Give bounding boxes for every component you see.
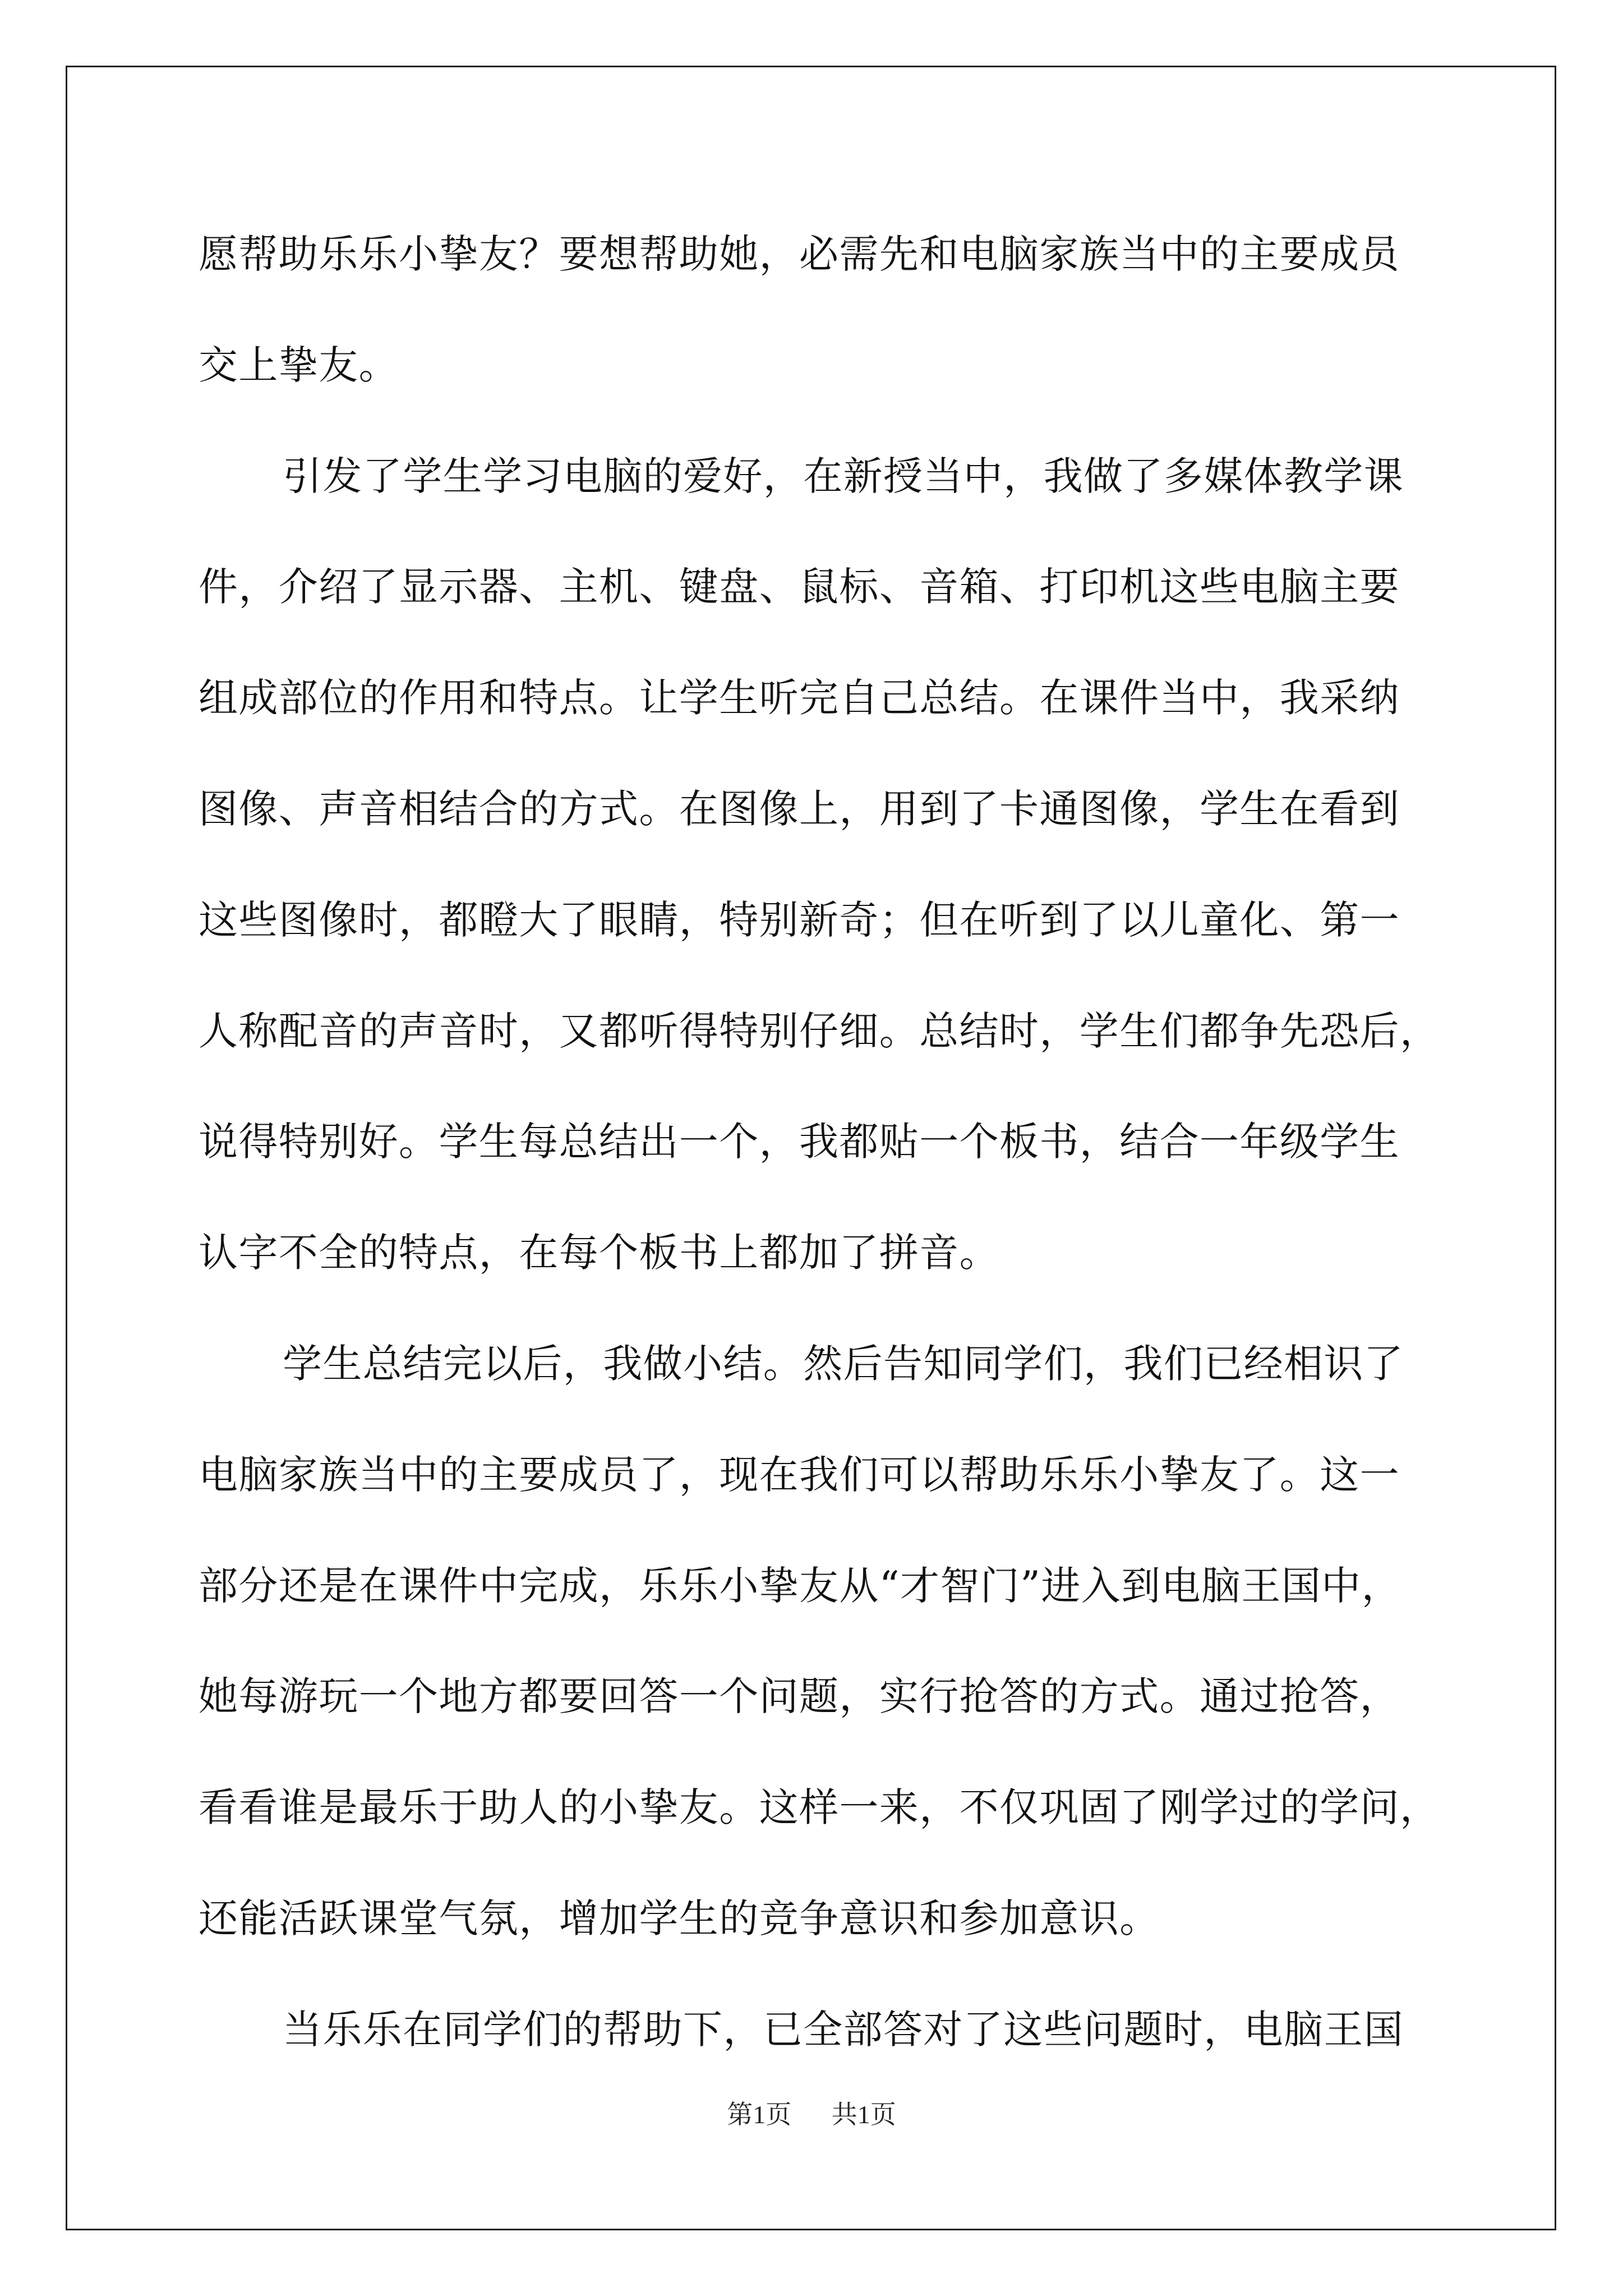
document-body	[199, 215, 1440, 2101]
text-line: 说得特别好。学生每总结出一个，我都贴一个板书，结合一年级学生	[199, 1119, 1400, 1165]
text-line: 她每游玩一个地方都要回答一个问题，实行抢答的方式。通过抢答，	[199, 1673, 1400, 1720]
paragraph-start-line: 引发了学生学习电脑的爱好，在新授当中，我做了多媒体教学课	[283, 453, 1404, 499]
text-line: 电脑家族当中的主要成员了，现在我们可以帮助乐乐小挚友了。这一	[199, 1451, 1400, 1498]
page-total: 共1页	[831, 2100, 896, 2129]
text-line: 交上挚友。	[199, 342, 399, 388]
text-line: 件，介绍了显示器、主机、键盘、鼠标、音箱、打印机这些电脑主要	[199, 564, 1400, 610]
text-line: 认字不全的特点，在每个板书上都加了拼音。	[199, 1230, 999, 1276]
text-line: 这些图像时，都瞪大了眼睛，特别新奇；但在听到了以儿童化、第一	[199, 896, 1400, 943]
text-line: 图像、声音相结合的方式。在图像上，用到了卡通图像，学生在看到	[199, 785, 1400, 832]
page-footer	[0, 2098, 1623, 2132]
text-line: 人称配音的声音时，又都听得特别仔细。总结时，学生们都争先恐后，	[199, 1007, 1440, 1054]
paragraph-start-line: 当乐乐在同学们的帮助下，已全部答对了这些问题时，电脑王国	[283, 2006, 1404, 2053]
text-line: 看看谁是最乐于助人的小挚友。这样一来，不仅巩固了刚学过的学问，	[199, 1784, 1440, 1831]
text-line: 还能活跃课堂气氛，增加学生的竞争意识和参加意识。	[199, 1895, 1160, 1941]
paragraph-start-line: 学生总结完以后，我做小结。然后告知同学们，我们已经相识了	[283, 1340, 1404, 1387]
page-number: 第1页	[727, 2100, 792, 2129]
text-line: 部分还是在课件中完成，乐乐小挚友从“才智门”进入到电脑王国中，	[199, 1562, 1401, 1609]
text-line: 愿帮助乐乐小挚友？要想帮助她，必需先和电脑家族当中的主要成员	[199, 231, 1400, 277]
text-line: 组成部位的作用和特点。让学生听完自己总结。在课件当中，我采纳	[199, 675, 1400, 721]
